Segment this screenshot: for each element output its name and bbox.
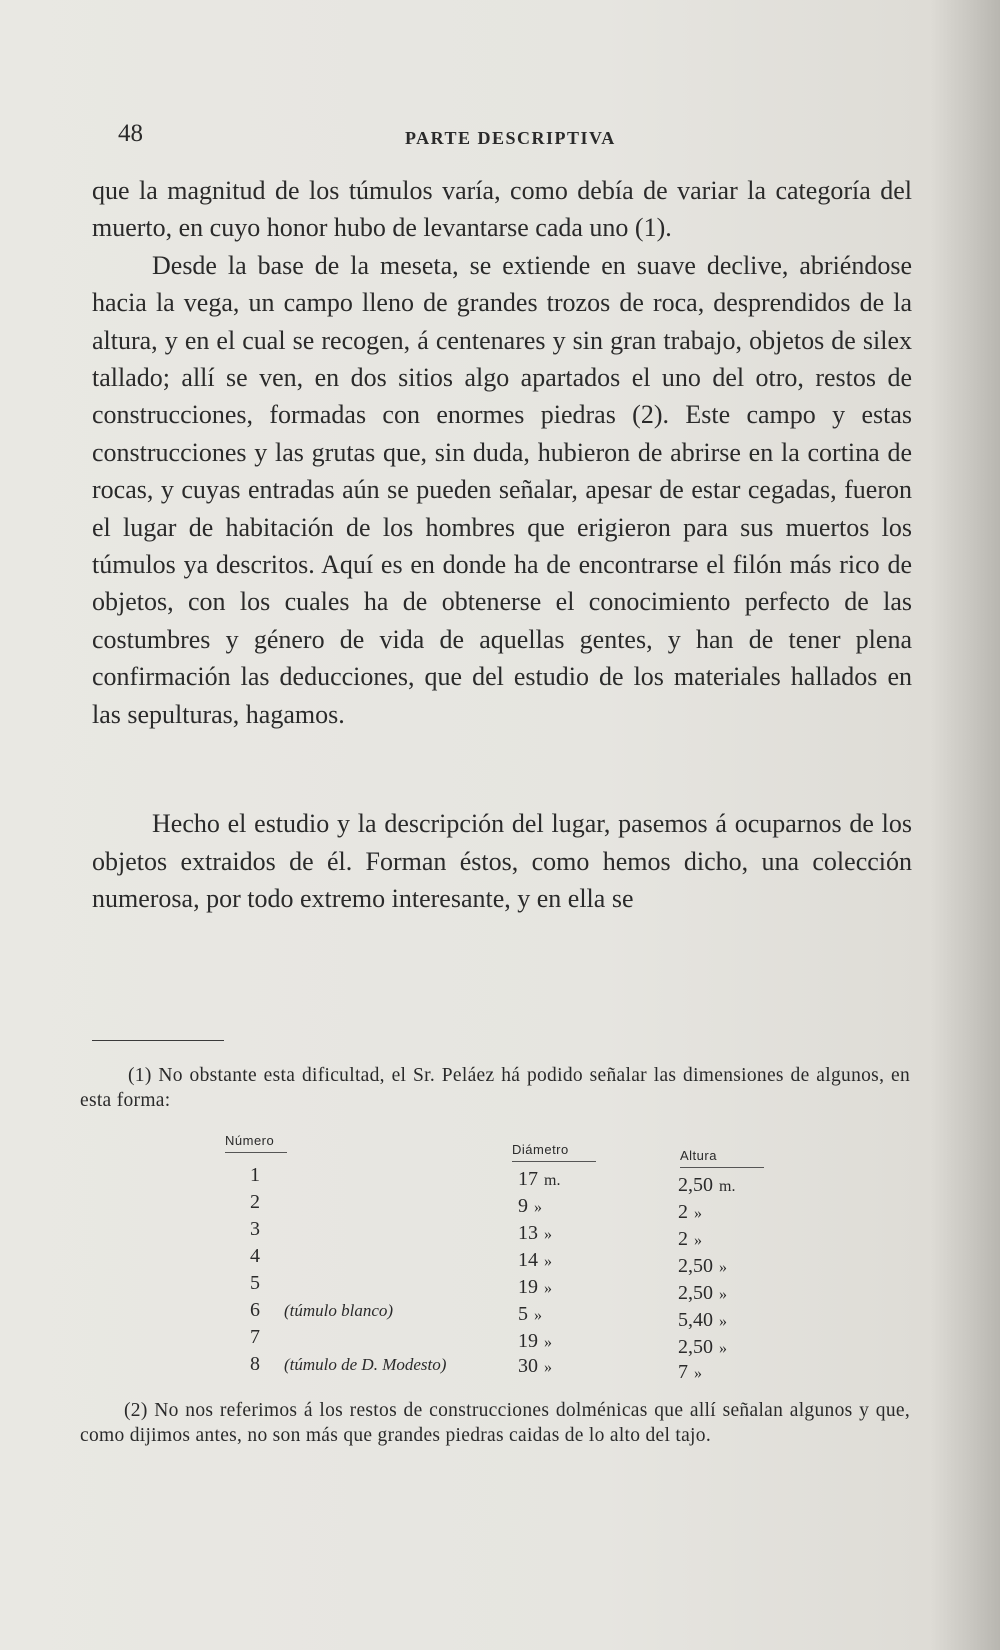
diametro-value: 17 — [518, 1168, 538, 1190]
diametro-value: 14 — [518, 1249, 538, 1271]
cell-altura — [678, 1361, 702, 1384]
cell-diametro — [518, 1355, 552, 1378]
altura-unit: » — [719, 1313, 727, 1330]
cell-diametro — [518, 1222, 552, 1245]
running-head: PARTE DESCRIPTIVA — [405, 128, 616, 148]
footnote-2-text: (2) No nos referimos á los restos de construcciones dolménicas que allí señalan algunos y que, como dijimos antes, no son más que grandes piedras caidas de lo alto del tajo. — [80, 1400, 910, 1446]
diametro-unit: » — [534, 1307, 542, 1324]
diametro-unit: » — [544, 1226, 552, 1243]
page-number: 48 — [118, 120, 143, 147]
table-row — [0, 1353, 1000, 1383]
altura-value: 2,50 — [678, 1336, 713, 1358]
table-row — [0, 1191, 1000, 1223]
table-row — [0, 1272, 1000, 1304]
altura-value: 7 — [678, 1361, 688, 1383]
cell-numero: 2 — [250, 1191, 260, 1213]
altura-value: 2,50 — [678, 1174, 713, 1196]
altura-unit: » — [719, 1340, 727, 1357]
altura-unit: m. — [719, 1178, 736, 1195]
cell-numero: 5 — [250, 1272, 260, 1294]
cell-diametro — [518, 1168, 560, 1191]
paragraph: Desde la base de la meseta, se extiende en suave declive, abriéndose hacia la vega, un campo lleno de grandes trozos de roca, desprendidos de la altura, y en el cual se recogen, á centenares y sin gran trabajo, objetos de silex tallado; allí se ven, en dos sitios algo apartados el uno del otro, restos de construcciones, formadas con enormes piedras (2). Este campo y estas construcciones y las grutas que, sin duda, hubieron de abrirse en la cortina de rocas, y cuyas entradas aún se pueden señalar, apesar de estar cegadas, fueron el lugar de habitación de los hombres que erigieron para sus muertos los túmulos ya descritos. Aquí es en donde ha de encontrarse el filón más rico de objetos, con los cuales ha de obtenerse el conocimiento perfecto de las costumbres y género de vida de aquellas gentes, y han de tener plena confirmación las deducciones, que del estudio de los materiales hallados en las sepulturas, hagamos. — [92, 250, 912, 729]
table-row — [0, 1164, 1000, 1196]
cell-numero: 1 — [250, 1164, 260, 1186]
altura-unit: » — [694, 1205, 702, 1222]
diametro-unit: m. — [544, 1172, 561, 1189]
altura-unit: » — [694, 1232, 702, 1249]
altura-unit: » — [719, 1259, 727, 1276]
column-header-diametro: Diámetro — [512, 1142, 596, 1162]
cell-numero: 8 — [250, 1353, 260, 1375]
main-text — [92, 172, 912, 917]
cell-diametro — [518, 1330, 552, 1353]
altura-unit: » — [694, 1365, 702, 1382]
page-header — [0, 120, 1000, 160]
cell-note: (túmulo de D. Modesto) — [284, 1355, 447, 1374]
altura-unit: » — [719, 1286, 727, 1303]
cell-diametro — [518, 1303, 542, 1326]
table-row — [0, 1326, 1000, 1358]
footnote-divider — [92, 1040, 224, 1041]
cell-numero: 6 — [250, 1299, 260, 1321]
paragraph: Hecho el estudio y la descripción del lugar, pasemos á ocuparnos de los objetos extraidos de él. Forman éstos, como hemos dicho, una colección numerosa, por todo extremo interesante, y en ella se — [92, 809, 912, 913]
diametro-unit: » — [544, 1253, 552, 1270]
diametro-value: 30 — [518, 1355, 538, 1377]
table-row — [0, 1245, 1000, 1277]
footnote-2 — [80, 1398, 910, 1448]
diametro-unit: » — [544, 1334, 552, 1351]
cell-diametro — [518, 1249, 552, 1272]
cell-numero: 7 — [250, 1326, 260, 1348]
altura-value: 5,40 — [678, 1309, 713, 1331]
table-row — [0, 1299, 1000, 1331]
diametro-value: 5 — [518, 1303, 528, 1325]
cell-diametro — [518, 1195, 542, 1218]
cell-diametro — [518, 1276, 552, 1299]
cell-numero: 3 — [250, 1218, 260, 1240]
diametro-value: 19 — [518, 1276, 538, 1298]
column-header-numero: Número — [225, 1133, 287, 1153]
altura-value: 2,50 — [678, 1255, 713, 1277]
dimensions-table — [0, 1128, 1000, 1398]
diametro-unit: » — [544, 1280, 552, 1297]
cell-numero: 4 — [250, 1245, 260, 1267]
table-row — [0, 1218, 1000, 1250]
diametro-unit: » — [544, 1359, 552, 1376]
column-header-altura: Altura — [680, 1148, 764, 1168]
diametro-value: 9 — [518, 1195, 528, 1217]
altura-value: 2,50 — [678, 1282, 713, 1304]
cell-note: (túmulo blanco) — [284, 1301, 394, 1320]
diametro-value: 13 — [518, 1222, 538, 1244]
diametro-unit: » — [534, 1199, 542, 1216]
footnote-1 — [80, 1063, 910, 1113]
paragraph: que la magnitud de los túmulos varía, como debía de variar la categoría del muerto, en cuyo honor hubo de levantarse cada uno (1). — [92, 176, 912, 243]
altura-value: 2 — [678, 1228, 688, 1250]
altura-value: 2 — [678, 1201, 688, 1223]
diametro-value: 19 — [518, 1330, 538, 1352]
footnote-1-text: (1) No obstante esta dificultad, el Sr. Peláez há podido señalar las dimensiones de algunos, en esta forma: — [80, 1065, 910, 1111]
